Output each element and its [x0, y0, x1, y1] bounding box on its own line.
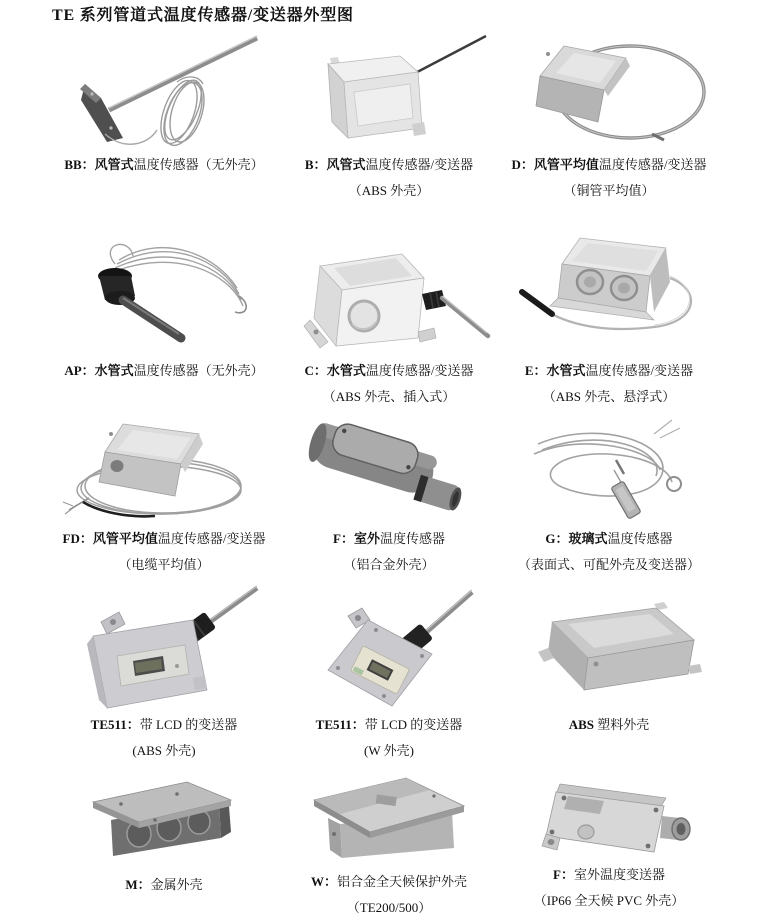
caption-sub: （TE200/500）	[346, 900, 432, 915]
caption-code: FD：风管平均值	[62, 531, 158, 546]
caption-text: 室外温度变送器	[573, 867, 665, 882]
caption-text: 铝合金全天候保护外壳	[337, 874, 468, 889]
caption-text: 温度传感器/变送器	[585, 363, 694, 378]
product-caption-c	[304, 358, 473, 410]
caption-sub: （铝合金外壳）	[343, 557, 435, 572]
product-cell-b	[280, 24, 498, 204]
product-image-ap	[59, 220, 269, 354]
caption-code: AP：水管式	[64, 363, 134, 378]
caption-sub: （铜管平均值）	[563, 183, 655, 198]
caption-sub: （电缆平均值）	[118, 557, 210, 572]
caption-code: W：	[310, 874, 337, 889]
caption-line	[91, 712, 238, 738]
caption-text: 带 LCD 的变送器	[139, 717, 238, 732]
caption-line	[304, 358, 473, 384]
caption-line	[64, 358, 263, 384]
caption-sub: （ABS 外壳、悬浮式）	[542, 389, 676, 404]
product-cell-te511-abs	[48, 582, 280, 764]
product-cell-ap	[48, 220, 280, 410]
product-image-f-outdoor	[284, 410, 494, 522]
copper-loop-box-photo	[504, 24, 714, 148]
product-image-w	[284, 768, 494, 860]
product-image-c	[284, 220, 494, 354]
caption-text: 温度传感器	[379, 531, 445, 546]
product-image-te511-abs	[59, 582, 269, 708]
product-image-fd	[59, 410, 269, 522]
product-cell-d	[498, 24, 720, 204]
product-caption-e	[525, 358, 693, 410]
product-image-abs-shell	[504, 582, 714, 708]
product-cell-c	[280, 220, 498, 410]
product-image-m	[59, 768, 269, 860]
caption-text: 温度传感器（无外壳）	[133, 157, 264, 172]
caption-code: ABS	[568, 717, 595, 732]
page-title: TE 系列管道式温度传感器/变送器外型图	[52, 7, 354, 24]
product-row-3	[48, 410, 720, 578]
product-cell-m	[48, 768, 280, 921]
caption-line	[63, 526, 266, 552]
product-cell-e	[498, 220, 720, 410]
caption-sub: （ABS 外壳）	[348, 183, 430, 198]
product-image-d	[504, 24, 714, 148]
caption-sub: （ABS 外壳、插入式）	[322, 389, 456, 404]
caption-line	[316, 712, 463, 738]
product-caption-m	[125, 872, 202, 898]
caption-sub: （IP66 全天候 PVC 外壳）	[533, 893, 685, 908]
immersion-probe-photo	[59, 220, 269, 354]
caption-line	[534, 862, 685, 888]
caption-text: 温度传感器/变送器	[365, 157, 474, 172]
product-caption-d	[511, 152, 706, 204]
caption-code: TE511：	[90, 717, 140, 732]
caption-line	[125, 872, 202, 898]
caption-sub: (W 外壳)	[364, 743, 414, 758]
caption-code: M：	[125, 877, 151, 892]
caption-text: 温度传感器/变送器	[365, 363, 474, 378]
product-caption-abs-shell	[569, 712, 650, 738]
product-cell-abs-shell	[498, 582, 720, 764]
product-caption-f-outdoor	[333, 526, 445, 578]
product-caption-b	[305, 152, 473, 204]
abs-enclosure-photo	[504, 582, 714, 708]
insertion-box-photo	[284, 220, 494, 354]
product-caption-w	[311, 869, 467, 921]
suspended-probe-box-photo	[504, 220, 714, 354]
product-image-g	[504, 410, 714, 522]
averaging-cable-box-photo	[59, 410, 269, 522]
caption-text: 温度传感器	[607, 531, 673, 546]
caption-line	[511, 152, 706, 178]
product-image-b	[284, 24, 494, 148]
product-row-1	[48, 24, 720, 204]
caption-text: 金属外壳	[150, 877, 203, 892]
caption-line	[518, 526, 700, 552]
product-cell-te511-w	[280, 582, 498, 764]
abs-box-probe-photo	[284, 24, 494, 148]
product-image-bb	[59, 24, 269, 148]
caption-line	[311, 869, 467, 895]
duct-probe-photo	[59, 24, 269, 148]
product-cell-g	[498, 410, 720, 578]
product-caption-ap	[64, 358, 263, 384]
product-image-te511-w	[284, 582, 494, 708]
caption-line	[305, 152, 473, 178]
caption-code: TE511：	[315, 717, 365, 732]
caption-line	[525, 358, 693, 384]
caption-sub: (ABS 外壳)	[132, 743, 196, 758]
product-cell-w	[280, 768, 498, 921]
metal-enclosure-photo	[59, 768, 269, 860]
product-caption-te511-w	[316, 712, 463, 764]
product-cell-f-pvc	[498, 768, 720, 921]
product-caption-bb	[64, 152, 263, 178]
aluminium-conduit-photo	[284, 410, 494, 522]
product-row-5	[48, 768, 720, 921]
product-cell-bb	[48, 24, 280, 204]
product-cell-fd	[48, 410, 280, 578]
glass-sensor-cable-photo	[504, 410, 714, 522]
lcd-transmitter-abs-photo	[59, 582, 269, 708]
caption-text: 带 LCD 的变送器	[364, 717, 463, 732]
caption-code: D：风管平均值	[511, 157, 599, 172]
product-caption-te511-abs	[91, 712, 238, 764]
lcd-transmitter-w-photo	[284, 582, 494, 708]
caption-code: G：玻璃式	[545, 531, 608, 546]
caption-code: B：风管式	[304, 157, 366, 172]
caption-line	[333, 526, 445, 552]
caption-code: F：室外	[333, 531, 380, 546]
caption-text: 温度传感器（无外壳）	[133, 363, 264, 378]
product-image-e	[504, 220, 714, 354]
caption-line	[569, 712, 650, 738]
product-cell-f-outdoor	[280, 410, 498, 578]
caption-text: 温度传感器/变送器	[598, 157, 707, 172]
product-caption-g	[518, 526, 700, 578]
caption-text: 塑料外壳	[594, 717, 650, 732]
weatherproof-enclosure-photo	[284, 768, 494, 860]
caption-text: 温度传感器/变送器	[157, 531, 266, 546]
product-image-f-pvc	[504, 768, 714, 860]
caption-line	[64, 152, 263, 178]
caption-code: F：	[553, 867, 574, 882]
product-caption-fd	[63, 526, 266, 578]
ip66-pvc-transmitter-photo	[504, 768, 714, 860]
product-caption-f-pvc	[534, 862, 685, 914]
caption-code: E：水管式	[524, 363, 586, 378]
product-row-2	[48, 220, 720, 410]
caption-code: BB：风管式	[64, 157, 134, 172]
caption-sub: （表面式、可配外壳及变送器）	[517, 557, 700, 572]
caption-code: C：水管式	[304, 363, 366, 378]
product-row-4	[48, 582, 720, 764]
